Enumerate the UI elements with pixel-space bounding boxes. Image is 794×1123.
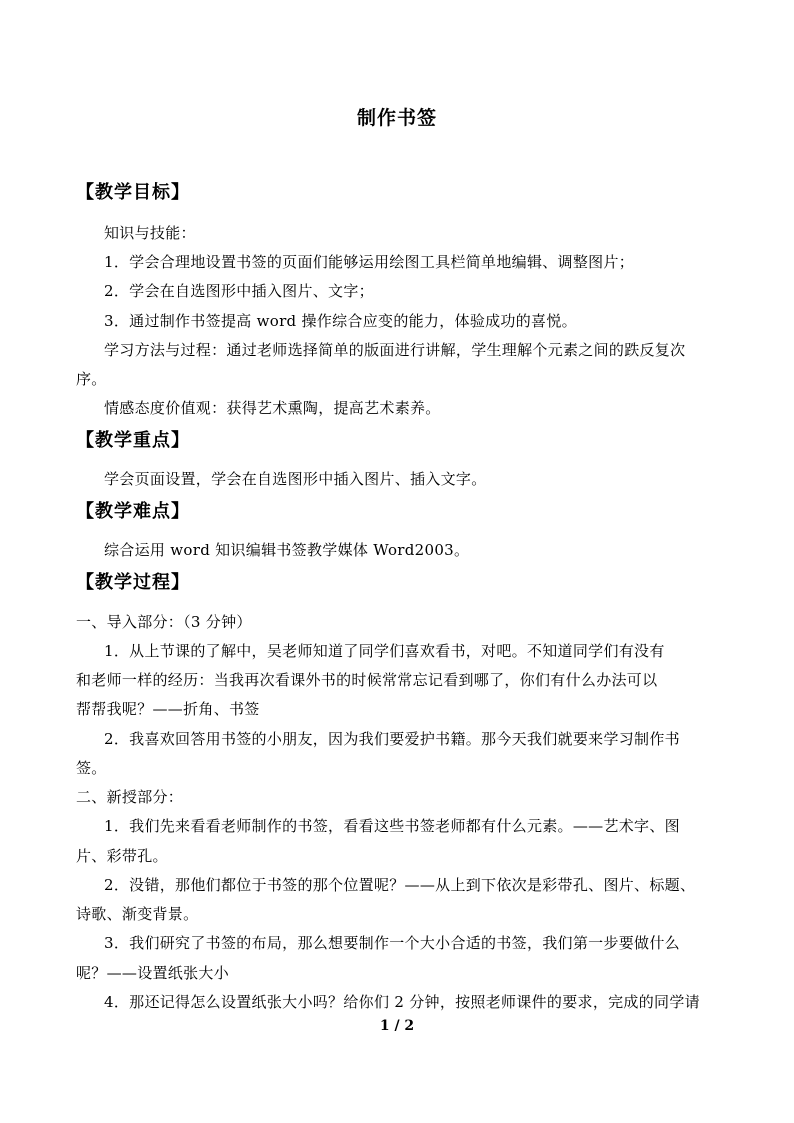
process-line: 和老师一样的经历：当我再次看课外书的时候常常忘记看到哪了，你们有什么办法可以 (76, 671, 658, 689)
difficulties-line: 综合运用 word 知识编辑书签教学媒体 Word2003。 (104, 541, 470, 559)
page-number: 1 / 2 (379, 1018, 415, 1034)
goals-line: 序。 (76, 370, 107, 388)
process-line: 1．我们先来看看老师制作的书签，看看这些书签老师都有什么元素。——艺术字、图 (104, 817, 680, 835)
heading-teaching-process: 【教学过程】 (76, 572, 190, 593)
process-line: 帮帮我呢？——折角、书签 (76, 700, 260, 718)
process-line: 诗歌、渐变背景。 (76, 905, 199, 923)
process-line: 呢？——设置纸张大小 (76, 964, 230, 982)
goals-line: 1．学会合理地设置书签的页面们能够运用绘图工具栏简单地编辑、调整图片； (104, 253, 635, 271)
process-line: 签。 (76, 759, 107, 777)
goals-line: 3．通过制作书签提高 word 操作综合应变的能力，体验成功的喜悦。 (104, 312, 577, 330)
goals-line: 学习方法与过程：通过老师选择简单的版面进行讲解，学生理解个元素之间的跌反复次 (104, 341, 686, 359)
heading-teaching-goals: 【教学目标】 (76, 182, 190, 203)
process-line: 片、彩带孔。 (76, 847, 168, 865)
heading-key-points: 【教学重点】 (76, 430, 190, 451)
process-line: 1．从上节课的了解中，吴老师知道了同学们喜欢看书，对吧。不知道同学们有没有 (104, 642, 665, 660)
document-title: 制作书签 (356, 107, 437, 129)
goals-line: 知识与技能： (104, 224, 196, 242)
goals-line: 情感态度价值观：获得艺术熏陶，提高艺术素养。 (104, 399, 441, 417)
heading-difficulties: 【教学难点】 (76, 501, 190, 522)
process-line: 3．我们研究了书签的布局，那么想要制作一个大小合适的书签，我们第一步要做什么 (104, 934, 680, 952)
goals-line: 2．学会在自选图形中插入图片、文字； (104, 282, 374, 300)
process-line: 2．没错，那他们都位于书签的那个位置呢？——从上到下依次是彩带孔、图片、标题、 (104, 876, 696, 894)
key-points-line: 学会页面设置，学会在自选图形中插入图片、插入文字。 (104, 470, 487, 488)
process-line: 4．那还记得怎么设置纸张大小吗？给你们 2 分钟，按照老师课件的要求，完成的同学请 (104, 993, 700, 1011)
process-line: 一、导入部分：（3 分钟） (76, 613, 252, 631)
process-line: 二、新授部分： (76, 788, 184, 806)
process-line: 2．我喜欢回答用书签的小朋友，因为我们要爱护书籍。那今天我们就要来学习制作书 (104, 730, 680, 748)
